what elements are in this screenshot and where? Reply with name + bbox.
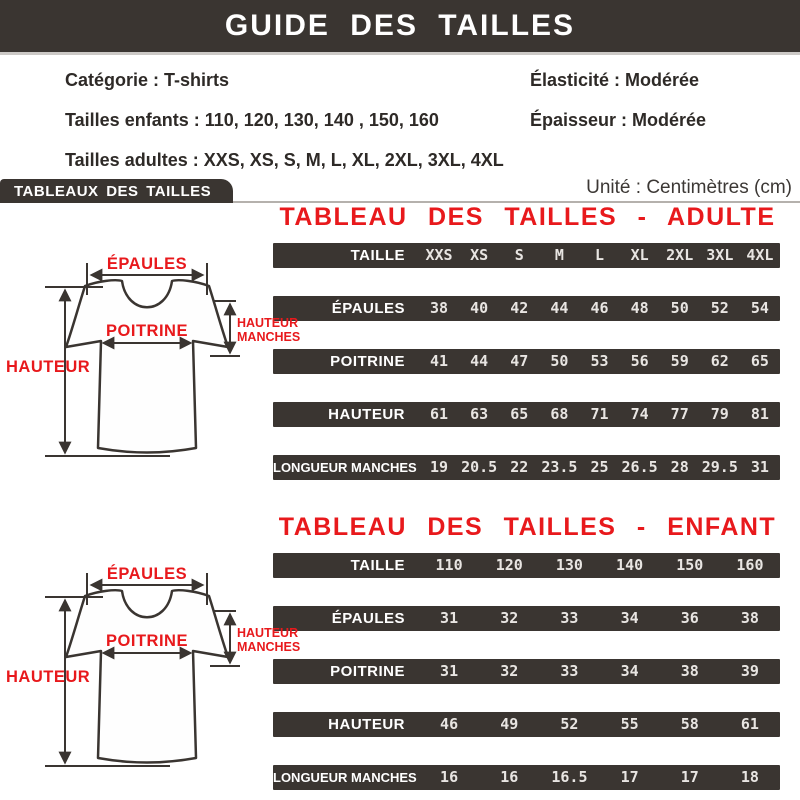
row-label: HAUTEUR <box>328 406 405 423</box>
value-cell: 65 <box>750 352 769 370</box>
value-cell: 53 <box>590 352 609 370</box>
row-values <box>405 659 780 684</box>
elasticity-text: Élasticité : Modérée <box>530 69 700 90</box>
value-cell: 74 <box>630 405 649 423</box>
value-cell: 52 <box>560 715 579 733</box>
poitrine-label: POITRINE <box>106 322 188 340</box>
row-values <box>405 243 780 268</box>
row-label: LONGUEUR MANCHES <box>273 770 417 785</box>
value-cell: 20.5 <box>461 458 498 476</box>
value-cell: 38 <box>680 662 699 680</box>
value-cell: 38 <box>740 609 759 627</box>
value-cell: 61 <box>740 715 759 733</box>
value-cell: 54 <box>750 299 769 317</box>
value-cell: 26.5 <box>621 458 658 476</box>
value-cell: 130 <box>555 556 583 574</box>
row-label: LONGUEUR MANCHES <box>273 460 417 475</box>
value-cell: XXS <box>425 246 453 264</box>
value-cell: 160 <box>736 556 764 574</box>
value-cell: 50 <box>670 299 689 317</box>
value-cell: 59 <box>670 352 689 370</box>
adult-tshirt-diagram <box>0 226 300 496</box>
value-cell: 63 <box>470 405 489 423</box>
value-cell: 31 <box>440 662 459 680</box>
value-cell: 55 <box>620 715 639 733</box>
row-values <box>405 765 780 790</box>
value-cell: 17 <box>680 768 699 786</box>
hauteur-manches-label-line2: MANCHES <box>237 640 300 654</box>
row-values <box>405 349 780 374</box>
value-cell: 110 <box>435 556 463 574</box>
epaules-label: ÉPAULES <box>106 565 188 583</box>
value-cell: 22 <box>510 458 529 476</box>
value-cell: 16 <box>500 768 519 786</box>
adult-table-title: TABLEAU DES TAILLES - ADULTE <box>279 203 776 231</box>
value-cell: 33 <box>560 609 579 627</box>
value-cell: 34 <box>620 609 639 627</box>
epaules-label: ÉPAULES <box>106 255 188 273</box>
unit-text: Unité : Centimètres (cm) <box>586 177 792 198</box>
hauteur-label: HAUTEUR <box>6 668 91 686</box>
row-label: TAILLE <box>350 247 405 264</box>
size-row <box>273 606 780 631</box>
header-banner <box>0 0 800 55</box>
value-cell: 19 <box>430 458 449 476</box>
value-cell: 61 <box>430 405 449 423</box>
child-tshirt-diagram <box>0 536 300 800</box>
thickness-text: Épaisseur : Modérée <box>530 109 707 130</box>
value-cell: S <box>514 246 524 264</box>
value-cell: 47 <box>510 352 529 370</box>
value-cell: 49 <box>500 715 519 733</box>
value-cell: 34 <box>620 662 639 680</box>
value-cell: XL <box>630 246 649 264</box>
value-cell: 23.5 <box>541 458 578 476</box>
value-cell: 29.5 <box>701 458 738 476</box>
value-cell: 46 <box>590 299 609 317</box>
row-label: TAILLE <box>350 557 405 574</box>
value-cell: M <box>554 246 564 264</box>
info-row <box>65 60 800 100</box>
row-values <box>405 553 780 578</box>
product-info <box>65 60 800 180</box>
size-row <box>273 659 780 684</box>
child-sizes-text: Tailles enfants : 110, 120, 130, 140 , 150, 160 <box>65 109 439 130</box>
value-cell: 39 <box>740 662 759 680</box>
value-cell: 18 <box>740 768 759 786</box>
tshirt-outline <box>66 280 228 452</box>
row-label: POITRINE <box>330 353 405 370</box>
value-cell: 44 <box>470 352 489 370</box>
hauteur-manches-label-line1: HAUTEUR <box>237 626 299 640</box>
size-row <box>273 455 780 480</box>
page-title: GUIDE DES TAILLES <box>224 9 576 42</box>
value-cell: 2XL <box>666 246 694 264</box>
adult-sizes-text: Tailles adultes : XXS, XS, S, M, L, XL, 2XL, 3XL, 4XL <box>65 149 504 170</box>
value-cell: 38 <box>430 299 449 317</box>
value-cell: 150 <box>676 556 704 574</box>
size-row <box>273 402 780 427</box>
info-row <box>65 140 800 180</box>
value-cell: 44 <box>550 299 569 317</box>
value-cell: 3XL <box>706 246 734 264</box>
value-cell: 42 <box>510 299 529 317</box>
value-cell: 46 <box>440 715 459 733</box>
value-cell: 58 <box>680 715 699 733</box>
value-cell: 31 <box>440 609 459 627</box>
value-cell: 32 <box>500 662 519 680</box>
value-cell: 48 <box>630 299 649 317</box>
size-row <box>273 553 780 578</box>
value-cell: 140 <box>616 556 644 574</box>
value-cell: 120 <box>495 556 523 574</box>
poitrine-label: POITRINE <box>106 632 188 650</box>
row-values <box>405 606 780 631</box>
value-cell: 68 <box>550 405 569 423</box>
row-values <box>405 712 780 737</box>
value-cell: 17 <box>620 768 639 786</box>
adult-size-table <box>273 243 780 508</box>
value-cell: 36 <box>680 609 699 627</box>
tshirt-outline <box>66 590 228 762</box>
row-values <box>405 402 780 427</box>
size-row <box>273 712 780 737</box>
value-cell: 65 <box>510 405 529 423</box>
value-cell: 16 <box>440 768 459 786</box>
size-row <box>273 349 780 374</box>
value-cell: 81 <box>750 405 769 423</box>
value-cell: XS <box>470 246 489 264</box>
hauteur-manches-label-line1: HAUTEUR <box>237 316 299 330</box>
value-cell: 32 <box>500 609 519 627</box>
row-label: ÉPAULES <box>331 300 405 317</box>
value-cell: 40 <box>470 299 489 317</box>
row-label: POITRINE <box>330 663 405 680</box>
value-cell: 31 <box>750 458 769 476</box>
size-row <box>273 765 780 790</box>
tables-ribbon <box>0 179 233 203</box>
row-values <box>405 296 780 321</box>
ribbon-label: TABLEAUX DES TAILLES <box>14 182 212 200</box>
child-size-table <box>273 553 780 800</box>
child-table-title: TABLEAU DES TAILLES - ENFANT <box>278 513 777 541</box>
value-cell: 50 <box>550 352 569 370</box>
value-cell: 52 <box>710 299 729 317</box>
value-cell: 41 <box>430 352 449 370</box>
value-cell: 71 <box>590 405 609 423</box>
value-cell: 77 <box>670 405 689 423</box>
value-cell: 56 <box>630 352 649 370</box>
value-cell: 28 <box>670 458 689 476</box>
info-row <box>65 100 800 140</box>
size-row <box>273 296 780 321</box>
hauteur-label: HAUTEUR <box>6 358 91 376</box>
row-values <box>405 455 780 480</box>
value-cell: 62 <box>710 352 729 370</box>
row-label: HAUTEUR <box>328 716 405 733</box>
value-cell: 4XL <box>746 246 774 264</box>
hauteur-manches-label-line2: MANCHES <box>237 330 300 344</box>
size-row <box>273 243 780 268</box>
category-text: Catégorie : T-shirts <box>65 69 230 90</box>
value-cell: L <box>594 246 604 264</box>
value-cell: 16.5 <box>551 768 588 786</box>
row-label: ÉPAULES <box>331 610 405 627</box>
value-cell: 33 <box>560 662 579 680</box>
value-cell: 79 <box>710 405 729 423</box>
value-cell: 25 <box>590 458 609 476</box>
